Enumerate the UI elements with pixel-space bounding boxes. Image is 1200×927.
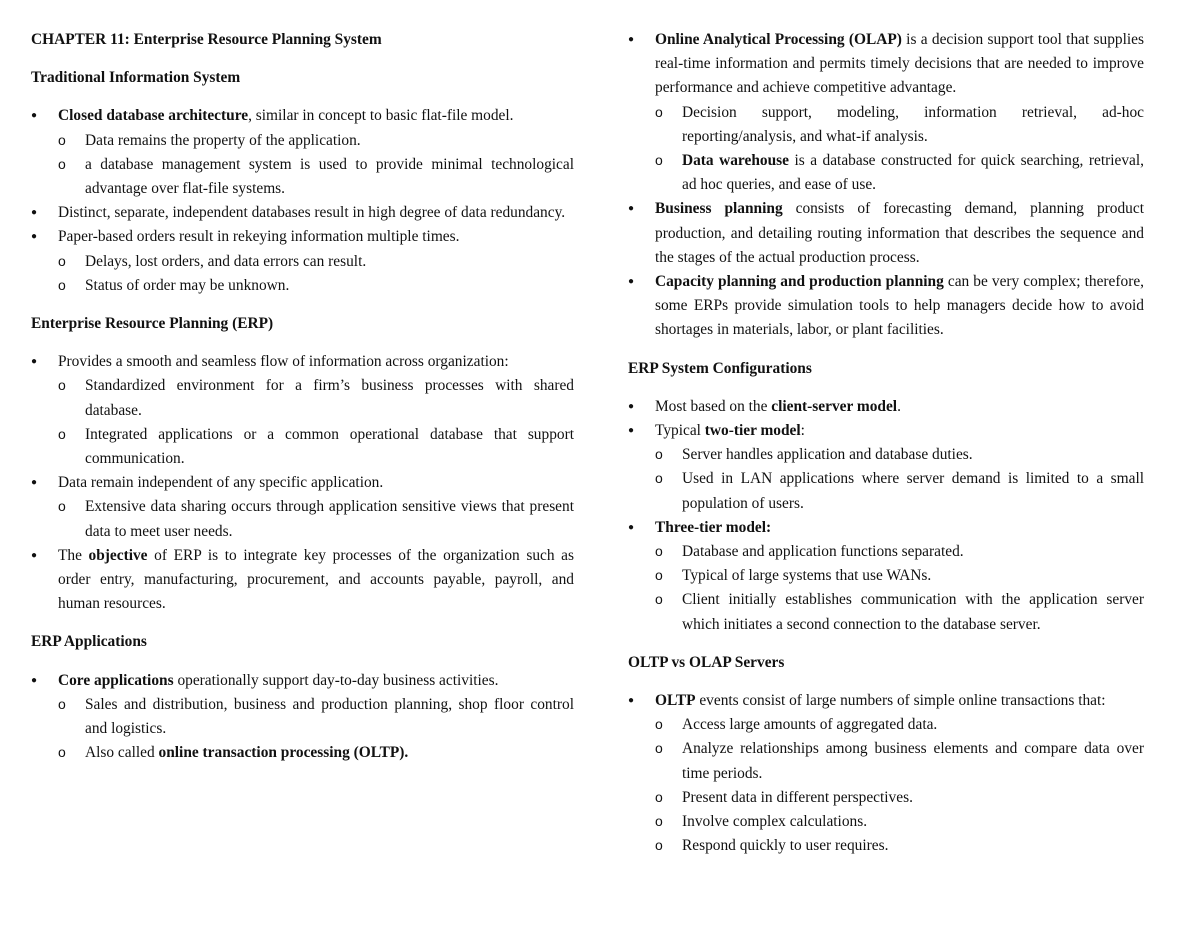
list-item: ● Paper-based orders result in rekeying information multiple times. o Delays, lost orders, and data errors can result. o Status of order may be unknown. [31,225,574,298]
bullet-list [628,28,1144,343]
sub-item: o Database and application functions separated. [655,540,1144,564]
sub-item: o Also called online transaction processing (OLTP). [58,741,574,765]
sub-item: o Standardized environment for a firm’s business processes with shared database. [58,374,574,422]
sub-item: o Respond quickly to user requires. [655,834,1144,858]
sub-item: o Delays, lost orders, and data errors can result. [58,250,574,274]
sub-item: o Client initially establishes communication with the application server which initiates a second connection to the database server. [655,588,1144,636]
bullet-list [31,350,574,616]
section-heading: ERP Applications [31,633,147,651]
sub-item: o Extensive data sharing occurs through application sensitive views that present data to meet user needs. [58,495,574,543]
sub-list [655,101,1144,198]
list-item: ● Distinct, separate, independent databases result in high degree of data redundancy. [31,201,574,225]
bullet-list [628,689,1144,858]
sub-item: o Used in LAN applications where server demand is limited to a small population of users. [655,467,1144,515]
sub-item: o Status of order may be unknown. [58,274,574,298]
sub-item: o Sales and distribution, business and production planning, shop floor control and logistics. [58,693,574,741]
sub-list [655,540,1144,637]
section-erp-applications [31,630,574,765]
section-erp [31,312,574,616]
sub-list [58,693,574,766]
list-item: ● Data remain independent of any specific application. o Extensive data sharing occurs through application sensitive views that present data to meet user needs. [31,471,574,544]
list-item: ● The objective of ERP is to integrate key processes of the organization such as order entry, manufacturing, procurement, and accounts payable, payroll, and human resources. [31,544,574,617]
sub-item: o Present data in different perspectives. [655,786,1144,810]
list-item: ● Core applications operationally support day-to-day business activities. o Sales and distribution, business and production planning, shop floor control and logistics. o Also called online transaction processing (OLTP). [31,669,574,766]
bullet-list [628,395,1144,637]
sub-item: o a database management system is used to provide minimal technological advantage over flat-file systems. [58,153,574,201]
bullet-list [31,669,574,766]
chapter-title: CHAPTER 11: Enterprise Resource Planning System [31,31,382,48]
section-olap [628,28,1144,343]
list-item: ● OLTP events consist of large numbers of simple online transactions that: o Access large amounts of aggregated data. o Analyze relationships among business elements and compare data over time periods. o Present data in different perspectives. o Involve complex calculations. o Respond quickly to user requires. [628,689,1144,858]
sub-item: o Involve complex calculations. [655,810,1144,834]
sub-list [58,250,574,298]
list-item: ● Typical two-tier model: o Server handles application and database duties. o Used in LAN applications where server demand is limited to a small population of users. [628,419,1144,516]
section-heading: Enterprise Resource Planning (ERP) [31,315,274,333]
section-erp-configurations [628,357,1144,637]
section-heading: OLTP vs OLAP Servers [628,653,785,671]
list-item: ● Business planning consists of forecasting demand, planning product production, and detailing routing information that describes the sequence and the stages of the actual production process. [628,197,1144,270]
left-column [31,28,574,927]
list-item: ● Three-tier model: o Database and application functions separated. o Typical of large systems that use WANs. o Client initially establishes communication with the application server which initiates a second connection to the database server. [628,516,1144,637]
list-item: ● Most based on the client-server model. [628,395,1144,419]
sub-list [58,374,574,471]
sub-item: o Access large amounts of aggregated data. [655,713,1144,737]
sub-item: o Integrated applications or a common operational database that support communication. [58,423,574,471]
list-item: ● Closed database architecture, similar in concept to basic flat-file model. o Data remains the property of the application. o a database management system is used to provide minimal technological advantage over flat-file systems. [31,104,574,201]
sub-list [655,713,1144,858]
section-traditional [31,66,574,298]
section-oltp-vs-olap [628,651,1144,859]
sub-list [655,443,1144,516]
section-heading: ERP System Configurations [628,359,812,377]
sub-item: o Typical of large systems that use WANs. [655,564,1144,588]
list-item: ● Capacity planning and production planning can be very complex; therefore, some ERPs provide simulation tools to help managers decide how to avoid shortages in materials, labor, or plant facilities. [628,270,1144,343]
sub-item: o Server handles application and database duties. [655,443,1144,467]
bullet-list [31,104,574,298]
list-item: ● Provides a smooth and seamless flow of information across organization: o Standardized environment for a firm’s business processes with shared database. o Integrated applications or a common operational database that support communication. [31,350,574,471]
list-item: ● Online Analytical Processing (OLAP) is a decision support tool that supplies real-time information and permits timely decisions that are needed to improve performance and achieve competitive advantage. o Decision support, modeling, information retrieval, ad-hoc reporting/analysis, and what-if analysis. o Data warehouse is a database constructed for quick searching, retrieval, ad hoc queries, and ease of use. [628,28,1144,197]
sub-list [58,495,574,543]
sub-item: o Data warehouse is a database constructed for quick searching, retrieval, ad hoc queries, and ease of use. [655,149,1144,197]
sub-item: o Data remains the property of the application. [58,129,574,153]
right-column [628,28,1144,927]
sub-item: o Decision support, modeling, information retrieval, ad-hoc reporting/analysis, and what-if analysis. [655,101,1144,149]
section-heading: Traditional Information System [31,69,241,87]
sub-item: o Analyze relationships among business elements and compare data over time periods. [655,737,1144,785]
sub-list [58,129,574,202]
